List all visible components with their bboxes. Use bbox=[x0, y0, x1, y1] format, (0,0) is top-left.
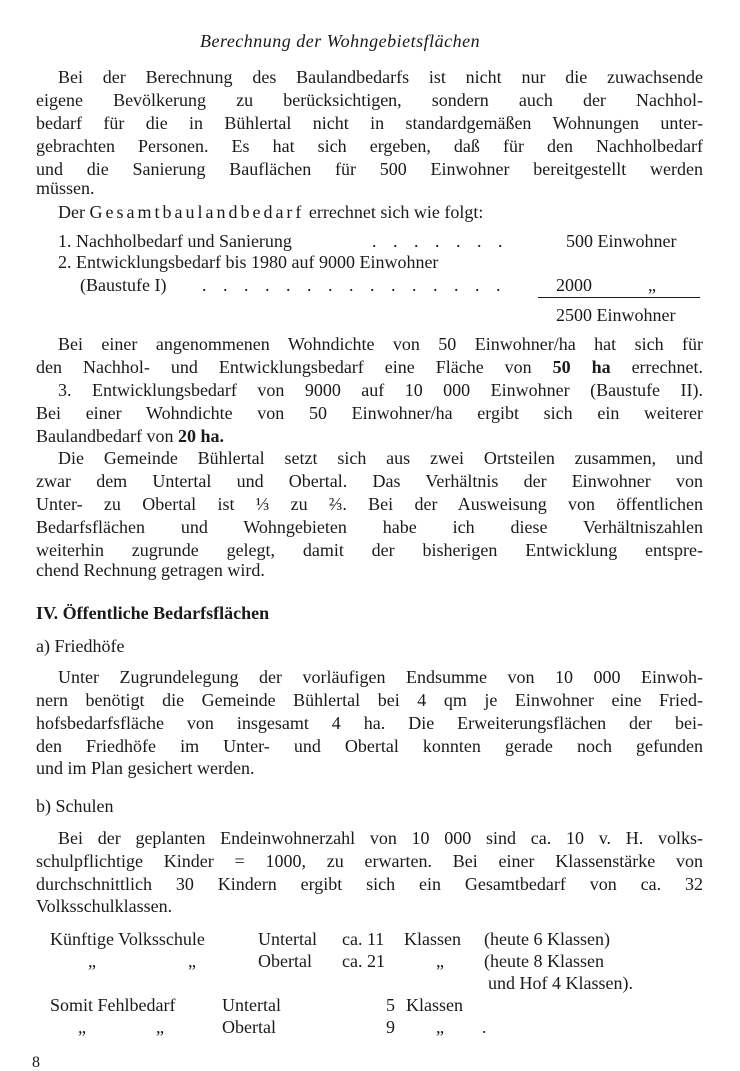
density2-line-2 bbox=[36, 425, 224, 447]
schul-r4-ditto-1: „ bbox=[78, 1017, 86, 1037]
schulen-line-4: Volksschulklassen. bbox=[36, 896, 173, 916]
page-number: 8 bbox=[32, 1054, 40, 1071]
intro-line-1: Bei der Berechnung des Baulandbedarfs ist nicht nur die zuwachsende bbox=[58, 67, 703, 87]
intro-line-6: müssen. bbox=[36, 178, 95, 198]
density-bold: 50 ha bbox=[552, 357, 611, 377]
density-post: errechnet. bbox=[631, 357, 704, 377]
gesamt-pre: Der bbox=[58, 202, 85, 222]
ortsteile-line-3: Unter- zu Obertal ist ⅓ zu ⅔. Bei der Ausweisung von öffentlichen bbox=[36, 494, 703, 514]
friedhoefe-line-1: Unter Zugrundelegung der vorläufigen Endsumme von 10 000 Einwoh- bbox=[58, 667, 703, 687]
item-3: 3. Entwicklungsbedarf von 9000 auf 10 000 Einwohner (Baustufe II). bbox=[58, 380, 703, 400]
friedhoefe-line-3: hofsbedarfsfläche von insgesamt 4 ha. Die Erweiterungsflächen der bei- bbox=[36, 713, 703, 733]
schul-r3-unit: Klassen bbox=[406, 995, 463, 1015]
intro-line-2: eigene Bevölkerung zu berücksichtigen, sondern auch der Nachhol- bbox=[36, 90, 703, 110]
schul-r1-place: Untertal bbox=[258, 929, 317, 949]
density2-bold: 20 ha. bbox=[177, 426, 224, 446]
page-title: Berechnung der Wohngebietsflächen bbox=[200, 31, 481, 51]
calc-item-2: 2. Entwicklungsbedarf bis 1980 auf 9000 Einwohner bbox=[58, 252, 439, 272]
density-line-1: Bei einer angenommenen Wohndichte von 50 Einwohner/ha hat sich für bbox=[58, 334, 703, 354]
schul-r1-note: (heute 6 Klassen) bbox=[484, 929, 610, 949]
schul-r1-unit: Klassen bbox=[404, 929, 461, 949]
schul-r2-unit: „ bbox=[436, 951, 444, 971]
calc-item-1-value: 500 Einwohner bbox=[566, 231, 677, 251]
intro-line-5: und die Sanierung Bauflächen für 500 Einwohner bereitgestellt werden bbox=[36, 159, 703, 179]
ortsteile-line-4: Bedarfsflächen und Wohngebieten habe ich diese Verhältniszahlen bbox=[36, 517, 703, 537]
calc-item-1-dots: . . . . . . . bbox=[372, 231, 509, 251]
schul-r2b-note: und Hof 4 Klassen). bbox=[488, 973, 633, 993]
density2-line-1: Bei einer Wohndichte von 50 Einwohner/ha ergibt sich ein weiterer bbox=[36, 403, 703, 423]
subsection-a: a) Friedhöfe bbox=[36, 636, 125, 656]
ortsteile-line-1: Die Gemeinde Bühlertal setzt sich aus zwei Ortsteilen zusammen, und bbox=[58, 448, 703, 468]
calc-item-1: 1. Nachholbedarf und Sanierung bbox=[58, 231, 292, 251]
intro-line-3: bedarf für die in Bühlertal nicht in standardgemäßen Wohnungen unter- bbox=[36, 113, 703, 133]
calc-item-2-value: 2000 bbox=[556, 275, 592, 295]
schul-r4-count: 9 bbox=[386, 1017, 395, 1037]
schul-r2-note: (heute 8 Klassen bbox=[484, 951, 604, 971]
schul-r1-count: ca. 11 bbox=[342, 929, 385, 949]
schul-r4-ditto-2: „ bbox=[156, 1017, 164, 1037]
schul-r4-unit: „ bbox=[436, 1017, 444, 1037]
gesamt-line bbox=[58, 201, 483, 223]
calc-item-2b: (Baustufe I) bbox=[80, 275, 167, 295]
gesamt-spaced: Gesamtbaulandbedarf bbox=[89, 202, 305, 222]
schul-r2-count: ca. 21 bbox=[342, 951, 385, 971]
sum-rule bbox=[538, 297, 700, 298]
schul-r4-end: . bbox=[482, 1017, 487, 1037]
schul-r3-place: Untertal bbox=[222, 995, 281, 1015]
calc-item-2-ditto: „ bbox=[648, 275, 656, 295]
gesamt-post: errechnet sich wie folgt: bbox=[308, 202, 484, 222]
schul-r2-place: Obertal bbox=[258, 951, 312, 971]
ortsteile-line-5: weiterhin zugrunde gelegt, damit der bisherigen Entwicklung entspre- bbox=[36, 540, 703, 560]
friedhoefe-line-2: nern benötigt die Gemeinde Bühlertal bei 4 qm je Einwohner eine Fried- bbox=[36, 690, 703, 710]
subsection-b: b) Schulen bbox=[36, 796, 114, 816]
calc-item-2-dots: . . . . . . . . . . . . . . . bbox=[202, 275, 507, 295]
friedhoefe-line-5: und im Plan gesichert werden. bbox=[36, 758, 255, 778]
ortsteile-line-6: chend Rechnung getragen wird. bbox=[36, 560, 265, 580]
schul-r2-ditto-2: „ bbox=[188, 951, 196, 971]
calc-total: 2500 Einwohner bbox=[556, 305, 676, 325]
schulen-line-2: schulpflichtige Kinder = 1000, zu erwarten. Bei einer Klassenstärke von bbox=[36, 851, 703, 871]
friedhoefe-line-4: den Friedhöfe im Unter- und Obertal konnten gerade noch gefunden bbox=[36, 736, 703, 756]
schulen-line-3: durchschnittlich 30 Kindern ergibt sich ein Gesamtbedarf von ca. 32 bbox=[36, 874, 703, 894]
schul-r3-label: Somit Fehlbedarf bbox=[50, 995, 176, 1015]
schul-r2-ditto-1: „ bbox=[88, 951, 96, 971]
schul-r1-label: Künftige Volksschule bbox=[50, 929, 205, 949]
schul-r3-count: 5 bbox=[386, 995, 395, 1015]
schulen-line-1: Bei der geplanten Endeinwohnerzahl von 10 000 sind ca. 10 v. H. volks- bbox=[58, 828, 703, 848]
density-line-2 bbox=[36, 356, 703, 378]
density2-pre: Baulandbedarf von bbox=[36, 426, 174, 446]
schul-r4-place: Obertal bbox=[222, 1017, 276, 1037]
section-heading: IV. Öffentliche Bedarfsflächen bbox=[36, 603, 270, 623]
ortsteile-line-2: zwar dem Untertal und Obertal. Das Verhältnis der Einwohner von bbox=[36, 471, 703, 491]
density-pre: den Nachhol- und Entwicklungsbedarf eine Fläche von bbox=[36, 357, 532, 377]
intro-line-4: gebrachten Personen. Es hat sich ergeben, daß für den Nachholbedarf bbox=[36, 136, 703, 156]
